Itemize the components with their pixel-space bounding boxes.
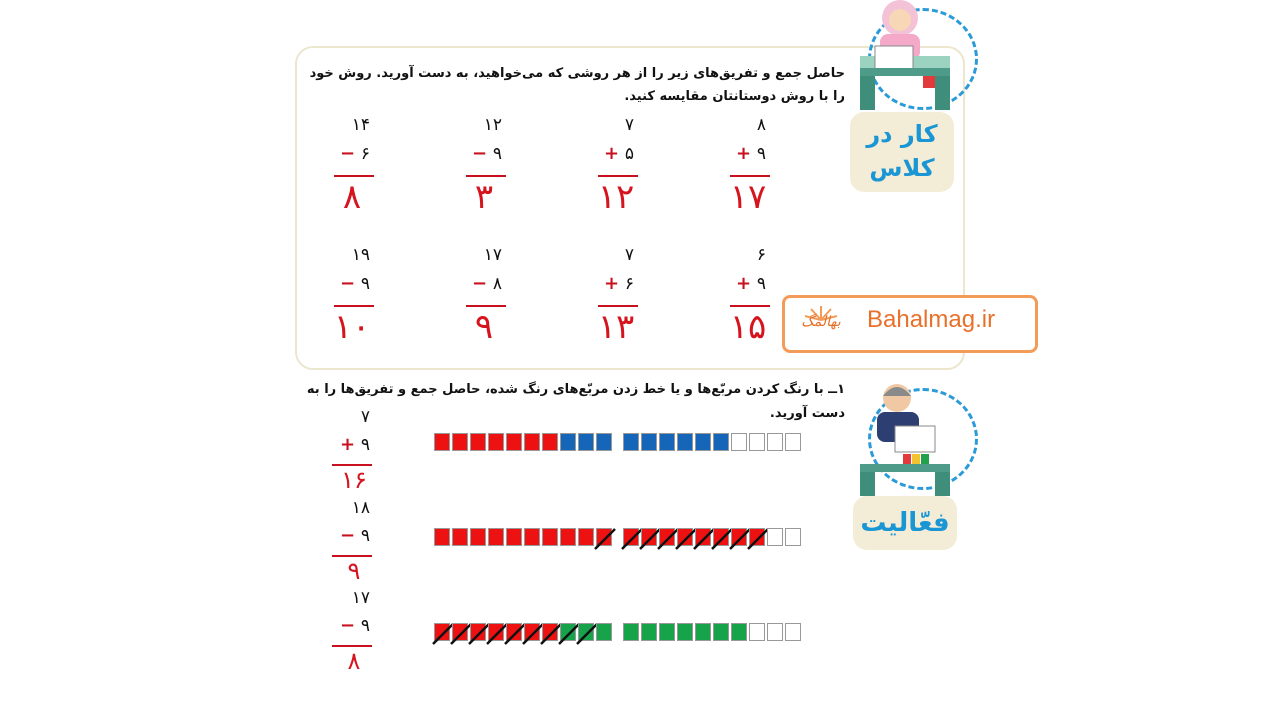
counting-square[interactable] xyxy=(749,433,765,451)
counting-square[interactable] xyxy=(470,433,486,451)
counting-square[interactable] xyxy=(434,528,450,546)
square-group-right xyxy=(623,528,803,548)
operand-a: ۸ xyxy=(756,115,766,135)
counting-square[interactable] xyxy=(560,623,576,641)
counting-square[interactable] xyxy=(578,433,594,451)
boy-student-illustration xyxy=(855,376,955,496)
classwork-instruction: حاصل جمع و تفریق‌های زیر را از هر روشی که می‌خواهید، به دست آورید. روش خود را با روش دوستانتان مقایسه کنید. xyxy=(309,66,845,104)
result-answer: ۸ xyxy=(342,177,362,217)
operator-sign: − xyxy=(340,273,356,294)
activity-badge-label: فعّالیت xyxy=(860,508,950,538)
counting-square[interactable] xyxy=(677,433,693,451)
counting-square[interactable] xyxy=(749,528,765,546)
operator-sign: + xyxy=(736,273,752,294)
operand-b: ۸ xyxy=(492,274,502,294)
result-answer: ۱۰ xyxy=(333,307,371,347)
counting-square[interactable] xyxy=(767,623,783,641)
counting-square[interactable] xyxy=(596,433,612,451)
counting-square[interactable] xyxy=(677,623,693,641)
operand-b: ۹ xyxy=(492,144,502,164)
operand-a: ۱۸ xyxy=(351,498,370,518)
counting-square[interactable] xyxy=(452,623,468,641)
result-answer: ۱۶ xyxy=(341,466,367,494)
counting-square[interactable] xyxy=(452,528,468,546)
operand-b: ۹ xyxy=(756,274,766,294)
counting-square[interactable] xyxy=(488,528,504,546)
counting-square[interactable] xyxy=(659,623,675,641)
counting-square[interactable] xyxy=(578,528,594,546)
counting-square[interactable] xyxy=(713,528,729,546)
counting-square[interactable] xyxy=(659,528,675,546)
result-answer: ۱۳ xyxy=(597,307,635,347)
counting-square[interactable] xyxy=(749,623,765,641)
watermark-logo-text: بهالمگ xyxy=(801,314,841,330)
counting-square[interactable] xyxy=(623,433,639,451)
counting-square[interactable] xyxy=(695,623,711,641)
counting-square[interactable] xyxy=(731,433,747,451)
counting-square[interactable] xyxy=(560,528,576,546)
counting-square[interactable] xyxy=(731,528,747,546)
result-answer: ۸ xyxy=(347,647,361,675)
operand-a: ۱۹ xyxy=(351,245,370,265)
counting-square[interactable] xyxy=(560,433,576,451)
counting-square[interactable] xyxy=(785,433,801,451)
counting-square[interactable] xyxy=(713,623,729,641)
operand-b: ۹ xyxy=(756,144,766,164)
operand-a: ۱۲ xyxy=(483,115,502,135)
classwork-badge xyxy=(850,112,954,192)
counting-square[interactable] xyxy=(506,623,522,641)
operator-sign: + xyxy=(604,143,620,164)
counting-square[interactable] xyxy=(731,623,747,641)
classwork-badge-line1: کار در xyxy=(866,120,938,148)
result-answer: ۳ xyxy=(474,177,494,217)
operand-a: ۱۷ xyxy=(351,588,370,608)
counting-square[interactable] xyxy=(596,528,612,546)
operand-b: ۹ xyxy=(360,274,370,294)
counting-square[interactable] xyxy=(434,433,450,451)
operand-a: ۷ xyxy=(360,407,370,427)
counting-square[interactable] xyxy=(524,623,540,641)
counting-square[interactable] xyxy=(524,433,540,451)
operand-a: ۷ xyxy=(624,245,634,265)
counting-square[interactable] xyxy=(542,623,558,641)
counting-square[interactable] xyxy=(767,433,783,451)
strike-mark xyxy=(576,621,598,645)
counting-square[interactable] xyxy=(641,623,657,641)
counting-square[interactable] xyxy=(785,528,801,546)
counting-square[interactable] xyxy=(641,528,657,546)
counting-square[interactable] xyxy=(524,528,540,546)
result-answer: ۱۲ xyxy=(597,177,635,217)
counting-square[interactable] xyxy=(470,623,486,641)
operand-a: ۶ xyxy=(756,245,766,265)
square-group-left xyxy=(434,623,614,643)
counting-square[interactable] xyxy=(623,528,639,546)
counting-square[interactable] xyxy=(542,528,558,546)
result-answer: ۱۷ xyxy=(729,177,767,217)
counting-square[interactable] xyxy=(488,433,504,451)
watermark-text: Bahalmag.ir xyxy=(867,306,996,333)
operand-b: ۹ xyxy=(360,526,370,546)
counting-square[interactable] xyxy=(695,528,711,546)
operand-b: ۹ xyxy=(360,616,370,636)
counting-square[interactable] xyxy=(434,623,450,641)
square-group-right xyxy=(623,433,803,453)
counting-square[interactable] xyxy=(506,433,522,451)
operand-b: ۵ xyxy=(624,144,634,164)
operator-sign: + xyxy=(604,273,620,294)
girl-student-illustration xyxy=(855,0,955,110)
classwork-badge-line2: کلاس xyxy=(869,154,935,182)
operand-a: ۷ xyxy=(624,115,634,135)
operator-sign: + xyxy=(340,434,356,455)
square-group-left xyxy=(434,528,614,548)
activity-badge xyxy=(853,496,957,550)
square-group-right xyxy=(623,623,803,643)
operator-sign: − xyxy=(340,615,356,636)
operand-b: ۶ xyxy=(624,274,634,294)
operator-sign: − xyxy=(472,273,488,294)
counting-square[interactable] xyxy=(641,433,657,451)
operand-a: ۱۴ xyxy=(351,115,370,135)
result-answer: ۱۵ xyxy=(729,307,767,347)
operator-sign: − xyxy=(340,143,356,164)
activity-instruction: ۱ــ با رنگ کردن مربّع‌ها و یا خط زدن مربّع‌های رنگ شده، حاصل جمع و تفریق‌ها را به دست آورید. xyxy=(306,382,845,421)
counting-square[interactable] xyxy=(785,623,801,641)
counting-square[interactable] xyxy=(695,433,711,451)
operator-sign: − xyxy=(340,525,356,546)
counting-square[interactable] xyxy=(470,528,486,546)
counting-square[interactable] xyxy=(623,623,639,641)
operator-sign: − xyxy=(472,143,488,164)
strike-mark xyxy=(594,526,616,550)
counting-square[interactable] xyxy=(596,623,612,641)
counting-square[interactable] xyxy=(578,623,594,641)
operand-a: ۱۷ xyxy=(483,245,502,265)
counting-square[interactable] xyxy=(542,433,558,451)
counting-square[interactable] xyxy=(452,433,468,451)
operand-b: ۹ xyxy=(360,435,370,455)
counting-square[interactable] xyxy=(767,528,783,546)
counting-square[interactable] xyxy=(713,433,729,451)
result-answer: ۹ xyxy=(347,557,361,585)
watermark-box xyxy=(782,295,1038,353)
strike-mark xyxy=(747,526,769,550)
counting-square[interactable] xyxy=(506,528,522,546)
counting-square[interactable] xyxy=(659,433,675,451)
operator-sign: + xyxy=(736,143,752,164)
result-answer: ۹ xyxy=(474,307,494,347)
counting-square[interactable] xyxy=(488,623,504,641)
square-group-left xyxy=(434,433,614,453)
counting-square[interactable] xyxy=(677,528,693,546)
operand-b: ۶ xyxy=(360,144,370,164)
